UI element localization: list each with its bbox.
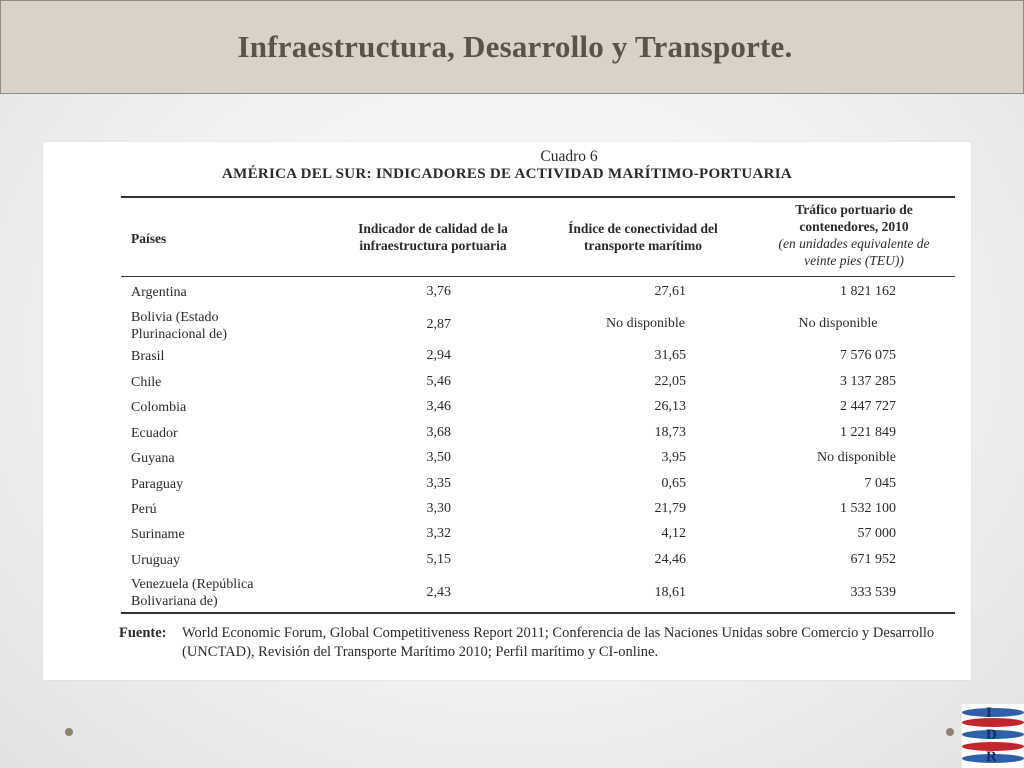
quality-cell: 3,50 [426,450,451,465]
logo-letter: D [986,727,997,743]
page-title: Infraestructura, Desarrollo y Transporte. [237,29,793,64]
header-rule [121,276,955,277]
traffic-cell: 57 000 [857,526,896,541]
header-line: veinte pies (TEU)) [804,253,904,268]
logo-band [962,708,1024,717]
logo-band [962,718,1024,727]
country-cell: Paraguay [131,477,184,492]
logo-letter: I [986,705,992,721]
nav-dot-left [65,728,73,736]
connectivity-cell: 27,61 [654,284,686,299]
table-top-rule [121,196,955,198]
country-line: Plurinacional de) [131,327,228,342]
traffic-cell: 1 821 162 [840,284,896,299]
logo-letter: R [986,749,997,765]
traffic-cell: No disponible [798,316,878,331]
traffic-cell: 3 137 285 [840,374,896,389]
country-cell: Brasil [131,349,165,364]
country-line: Venezuela (República [131,577,254,592]
quality-cell: 2,87 [426,317,451,332]
header-conectividad [543,220,743,254]
connectivity-cell: 4,12 [661,526,686,541]
header-paises: Países [131,231,167,246]
country-cell: Colombia [131,400,187,415]
connectivity-cell: 21,79 [654,501,686,516]
connectivity-cell: 24,46 [654,552,686,567]
country-cell: Guyana [131,451,175,466]
connectivity-cell: 26,13 [654,399,686,414]
header-line: Tráfico portuario de [795,202,913,217]
quality-cell: 5,46 [426,374,451,389]
header-line: transporte marítimo [583,238,703,253]
traffic-cell: 1 221 849 [840,425,896,440]
connectivity-cell: 3,95 [661,450,686,465]
traffic-cell: 2 447 727 [840,399,896,414]
quality-cell: 3,46 [426,399,451,414]
idr-logo [962,704,1024,768]
quality-cell: 3,30 [426,501,451,516]
country-cell: Argentina [131,285,187,300]
country-cell: Chile [131,375,162,390]
quality-cell: 3,76 [426,284,451,299]
traffic-cell: 671 952 [850,552,896,567]
connectivity-cell: 18,73 [654,425,686,440]
connectivity-cell: 31,65 [654,348,686,363]
quality-cell: 3,68 [426,425,451,440]
country-cell [131,309,227,343]
country-cell: Perú [131,502,157,517]
traffic-cell: 7 045 [864,476,896,491]
country-cell [131,576,253,610]
quality-cell: 5,15 [426,552,451,567]
table-caption: AMÉRICA DEL SUR: INDICADORES DE ACTIVIDAD MARÍTIMO-PORTUARIA [221,166,793,182]
connectivity-cell: 0,65 [661,476,686,491]
table-bottom-rule [121,612,955,614]
table-number: Cuadro 6 [540,148,598,165]
traffic-cell: 7 576 075 [840,348,896,363]
connectivity-cell: 22,05 [654,374,686,389]
traffic-cell: 333 539 [850,585,896,600]
document-image [43,142,971,680]
header-calidad-infraestructura [338,220,528,254]
country-cell: Suriname [131,527,185,542]
nav-dot-right [946,728,954,736]
quality-cell: 2,43 [426,585,451,600]
quality-cell: 3,32 [426,526,451,541]
header-line: contenedores, 2010 [799,219,909,234]
country-line: Bolivariana de) [131,594,218,609]
traffic-cell: 1 532 100 [840,501,896,516]
title-bar [0,0,1024,94]
traffic-cell: No disponible [817,450,896,465]
source-label: Fuente: [119,625,167,641]
country-line: Bolivia (Estado [131,310,219,325]
header-line: Indicador de calidad de la [358,221,508,236]
connectivity-cell: No disponible [606,316,685,331]
quality-cell: 3,35 [426,476,451,491]
header-trafico-contenedores [755,201,953,269]
header-line: Índice de conectividad del [568,221,718,236]
country-cell: Uruguay [131,553,180,568]
country-cell: Ecuador [131,426,178,441]
connectivity-cell: 18,61 [654,585,686,600]
header-line: infraestructura portuaria [359,238,507,253]
source-text: World Economic Forum, Global Competitiveness Report 2011; Conferencia de las Naciones Unidas sobre Comercio y Desarrollo (UNCTAD), Revisión del Transporte Marítimo 2010; Perfil marítimo y CI-online. [182,625,935,660]
header-line: (en unidades equivalente de [778,236,930,251]
quality-cell: 2,94 [426,348,451,363]
